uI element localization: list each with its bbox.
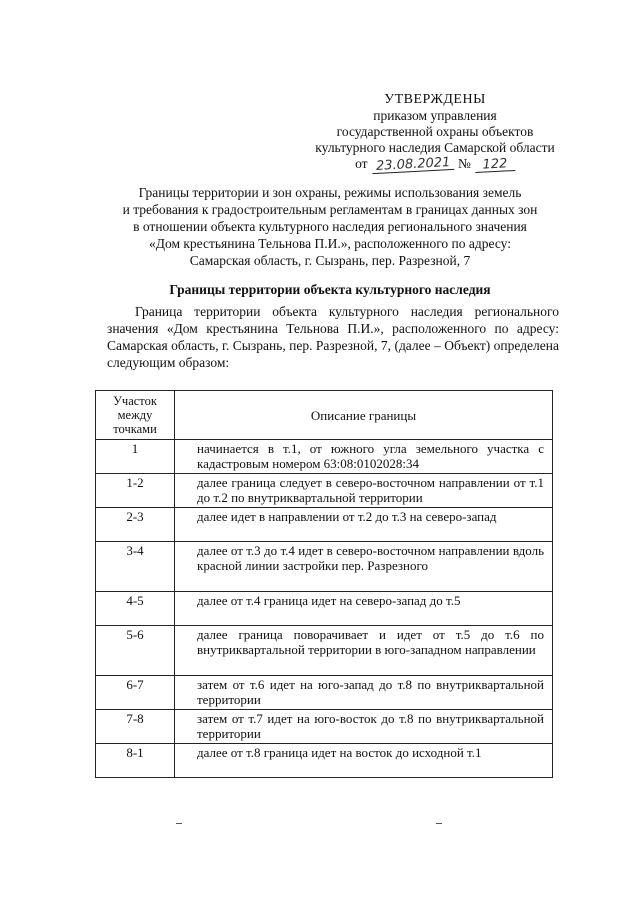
row-points: 1 — [96, 440, 175, 474]
table-row — [96, 676, 553, 710]
row-points: 8-1 — [96, 744, 175, 778]
heading-line-4: «Дом крестьянина Тельнова П.И.», расположенного по адресу: — [149, 236, 511, 251]
heading-line-5: Самарская область, г. Сызрань, пер. Разрезной, 7 — [189, 253, 471, 268]
scan-mark-right — [436, 823, 442, 827]
row-description: затем от т.7 идет на юго-восток до т.8 по внутриквартальной территории — [175, 710, 553, 744]
approval-stamp-block — [300, 92, 570, 172]
heading-line-2: и требования к градостроительным регламентам в границах данных зон — [122, 202, 538, 217]
approval-line-2: государственной охраны объектов — [336, 124, 534, 139]
row-points: 4-5 — [96, 592, 175, 626]
handwritten-number: 122 — [475, 157, 516, 173]
approval-title: УТВЕРЖДЕНЫ — [384, 92, 486, 107]
row-description: начинается в т.1, от южного угла земельного участка с кадастровым номером 63:08:0102028:34 — [175, 440, 553, 474]
row-description: далее идет в направлении от т.2 до т.3 на северо-запад — [175, 508, 553, 542]
row-points: 5-6 — [96, 626, 175, 676]
section-title: Границы территории объекта культурного наследия — [169, 282, 491, 297]
row-description: затем от т.6 идет на юго-запад до т.8 по внутриквартальной территории — [175, 676, 553, 710]
approval-line-3: культурного наследия Самарской области — [315, 140, 555, 155]
table-row — [96, 744, 553, 778]
table-header-row — [96, 391, 553, 440]
row-points: 2-3 — [96, 508, 175, 542]
table-row — [96, 710, 553, 744]
header-points: Участок между точками — [96, 391, 175, 440]
row-points: 6-7 — [96, 676, 175, 710]
handwritten-date: 23.08.2021 — [371, 156, 454, 174]
heading-line-1: Границы территории и зон охраны, режимы использования земель — [138, 185, 522, 200]
row-description: далее граница следует в северо-восточном направлении от т.1 до т.2 по внутриквартальной территории — [175, 474, 553, 508]
scan-mark-left — [176, 823, 182, 827]
order-date-number — [300, 156, 570, 172]
row-description: далее от т.4 граница идет на северо-запад до т.5 — [175, 592, 553, 626]
table-row — [96, 474, 553, 508]
table-row — [96, 508, 553, 542]
table-row — [96, 440, 553, 474]
row-description: далее граница поворачивает и идет от т.5 до т.6 по внутриквартальной территории в юго-западном направлении — [175, 626, 553, 676]
table-row — [96, 592, 553, 626]
intro-paragraph: Граница территории объекта культурного наследия регионального значения «Дом крестьянина Тельнова П.И.», расположенного по адресу: Самарская область, г. Сызрань, пер. Разрезной, 7, (далее – Объект) определена следующим образом: — [107, 304, 559, 370]
row-description: далее от т.3 до т.4 идет в северо-восточном направлении вдоль красной линии застройки пер. Разрезного — [175, 542, 553, 592]
boundary-table — [95, 390, 553, 778]
heading-line-3: в отношении объекта культурного наследия регионального значения — [133, 219, 527, 234]
approval-line-1: приказом управления — [373, 108, 497, 123]
table-row — [96, 626, 553, 676]
document-heading — [110, 184, 550, 269]
row-points: 1-2 — [96, 474, 175, 508]
number-label: № — [458, 156, 471, 171]
header-description: Описание границы — [175, 391, 553, 440]
from-label: от — [355, 156, 368, 171]
row-points: 3-4 — [96, 542, 175, 592]
row-points: 7-8 — [96, 710, 175, 744]
row-description: далее от т.8 граница идет на восток до исходной т.1 — [175, 744, 553, 778]
table-row — [96, 542, 553, 592]
